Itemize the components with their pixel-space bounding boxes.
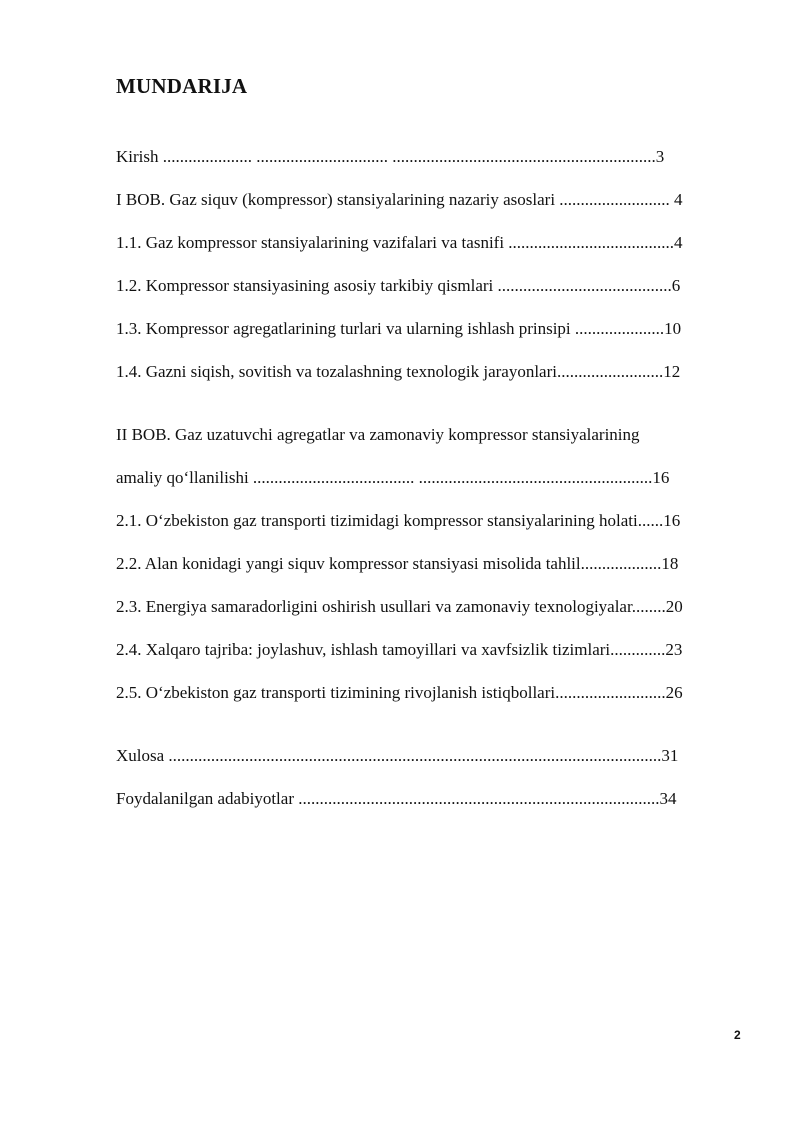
toc-entry-1-4: 1.4. Gazni siqish, sovitish va tozalashning texnologik jarayonlari.........................12 — [116, 362, 681, 381]
toc-entry-1-1: 1.1. Gaz kompressor stansiyalarining vazifalari va tasnifi .......................................4 — [116, 233, 683, 252]
page-number: 2 — [734, 1028, 741, 1042]
toc-entry-2-4: 2.4. Xalqaro tajriba: joylashuv, ishlash tamoyillari va xavfsizlik tizimlari.............23 — [116, 640, 683, 659]
toc-entry-1-2: 1.2. Kompressor stansiyasining asosiy tarkibiy qismlari .........................................6 — [116, 276, 681, 295]
toc-entry-adabiyotlar: Foydalanilgan adabiyotlar .....................................................................................34 — [116, 789, 677, 808]
toc-entry-kirish: Kirish ..................... ............................... ..............................................................3 — [116, 147, 665, 166]
toc-entry-chapter-2-line-2: amaliy qo‘llanilishi ...................................... .......................................................16 — [116, 468, 670, 487]
toc-entry-2-2: 2.2. Alan konidagi yangi siquv kompressor stansiyasi misolida tahlil...................18 — [116, 554, 679, 573]
toc-entry-chapter-2-line-1: II BOB. Gaz uzatuvchi agregatlar va zamonaviy kompressor stansiyalarining — [116, 425, 640, 444]
toc-entry-chapter-1: I BOB. Gaz siquv (kompressor) stansiyalarining nazariy asoslari .......................... 4 — [116, 190, 683, 209]
toc-entry-1-3: 1.3. Kompressor agregatlarining turlari va ularning ishlash prinsipi .....................10 — [116, 319, 682, 338]
toc-entry-2-5: 2.5. O‘zbekiston gaz transporti tizimining rivojlanish istiqbollari..........................26 — [116, 683, 683, 702]
toc-entry-2-3: 2.3. Energiya samaradorligini oshirish usullari va zamonaviy texnologiyalar........20 — [116, 597, 683, 616]
toc-title: MUNDARIJA — [116, 74, 248, 98]
toc-entry-xulosa: Xulosa ....................................................................................................................31 — [116, 746, 679, 765]
toc-entry-2-1: 2.1. O‘zbekiston gaz transporti tizimidagi kompressor stansiyalarining holati......16 — [116, 511, 681, 530]
